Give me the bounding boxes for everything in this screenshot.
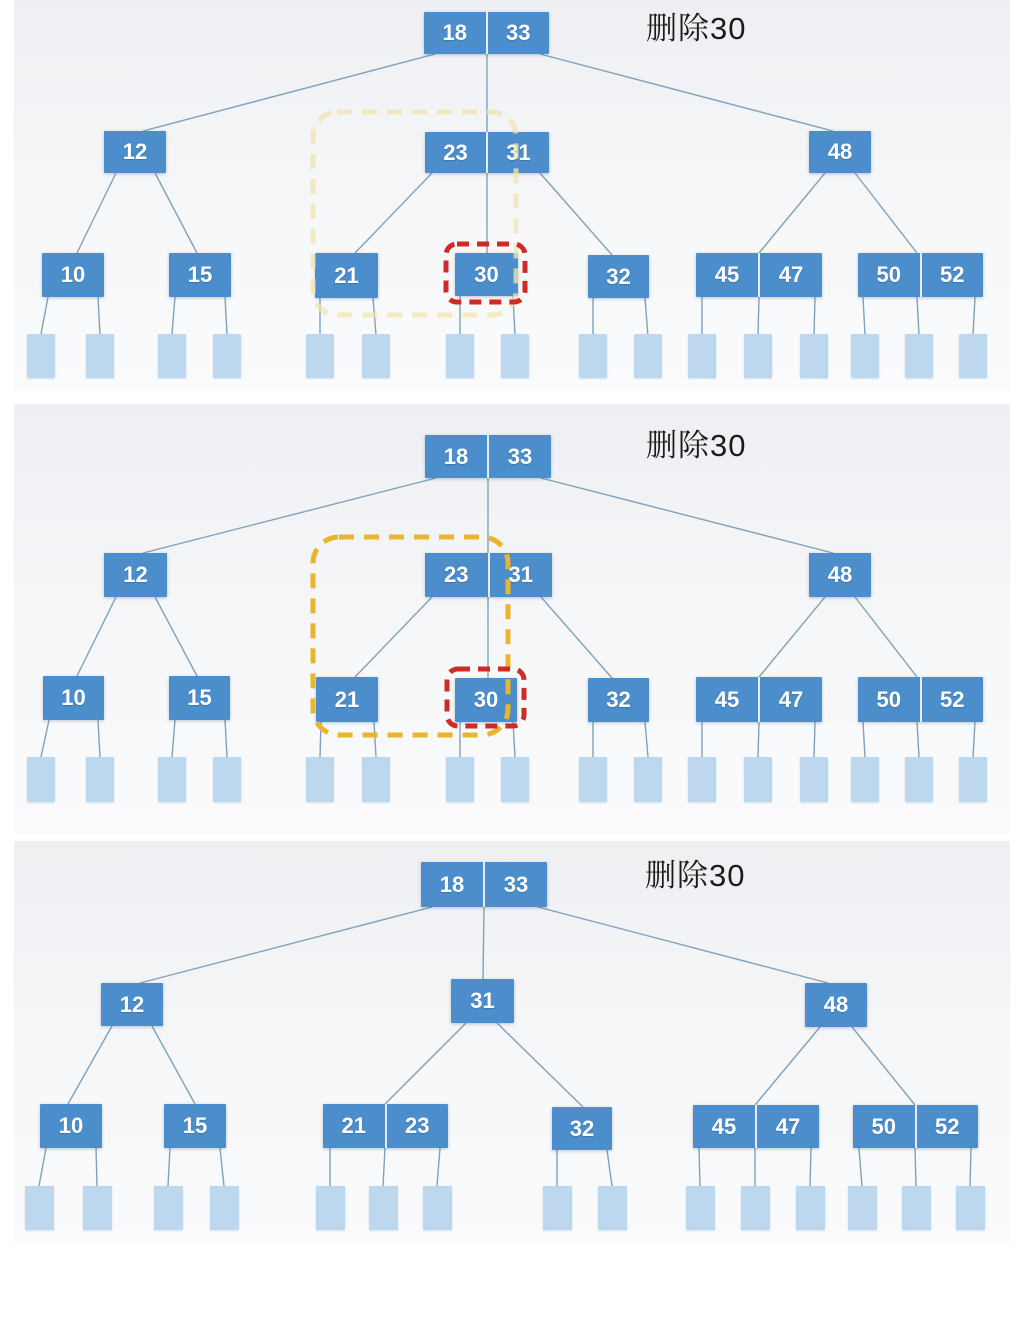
null-pointer-box xyxy=(446,334,474,378)
key-cell-23: 23 xyxy=(444,562,469,587)
key-cell-45: 45 xyxy=(714,262,740,287)
key-cell-31: 31 xyxy=(488,553,553,597)
node-50-52 xyxy=(858,677,983,722)
null-pointer-box xyxy=(369,1186,398,1230)
key-cell-30: 30 xyxy=(474,261,499,287)
null-pointer-box xyxy=(316,1186,345,1230)
key-cell-18: 18 xyxy=(439,871,465,897)
null-pointer-box xyxy=(86,334,114,378)
null-pointer-box xyxy=(86,757,114,802)
key-cell-21: 21 xyxy=(334,686,360,712)
null-pointer-box xyxy=(362,334,390,378)
node-50-52 xyxy=(858,253,983,297)
node-18-33 xyxy=(421,862,547,907)
node-12 xyxy=(104,553,167,597)
node-32 xyxy=(588,678,649,722)
null-pointer-box xyxy=(634,757,662,802)
key-cell-12: 12 xyxy=(119,991,145,1017)
node-10 xyxy=(40,1104,102,1148)
null-pointer-box xyxy=(598,1186,627,1230)
node-21 xyxy=(316,677,378,722)
null-pointer-box xyxy=(501,334,529,378)
key-cell-12: 12 xyxy=(123,562,148,587)
panel-background-step-1 xyxy=(14,0,1010,390)
node-32 xyxy=(588,255,649,298)
null-pointer-box xyxy=(25,1186,54,1230)
key-cell-21: 21 xyxy=(334,262,359,288)
null-pointer-box xyxy=(362,757,390,802)
key-cell-32: 32 xyxy=(606,263,631,289)
key-cell-47: 47 xyxy=(758,677,822,722)
key-cell-50: 50 xyxy=(871,1113,896,1139)
null-pointer-box xyxy=(210,1186,239,1230)
key-cell-23: 23 xyxy=(443,139,468,165)
key-cell-12: 12 xyxy=(122,139,148,164)
key-cell-50: 50 xyxy=(876,262,901,287)
node-23-31 xyxy=(425,553,552,597)
null-pointer-box xyxy=(501,757,529,802)
null-pointer-box xyxy=(800,334,828,378)
key-cell-21: 21 xyxy=(341,1113,366,1138)
node-45-47 xyxy=(696,253,822,297)
null-pointer-box xyxy=(851,757,879,802)
key-cell-45: 45 xyxy=(714,686,740,712)
node-31 xyxy=(451,979,514,1023)
node-18-33 xyxy=(424,12,549,54)
null-pointer-box xyxy=(83,1186,112,1230)
key-cell-10: 10 xyxy=(61,685,86,710)
key-cell-18: 18 xyxy=(443,443,469,469)
null-pointer-box xyxy=(686,1186,715,1230)
node-32 xyxy=(552,1107,612,1150)
key-cell-31: 31 xyxy=(470,988,495,1013)
node-10 xyxy=(42,253,104,297)
null-pointer-box xyxy=(27,757,55,802)
node-15 xyxy=(164,1104,226,1148)
key-cell-52: 52 xyxy=(920,253,984,297)
key-cell-47: 47 xyxy=(758,253,822,297)
node-21 xyxy=(315,253,378,298)
node-30 xyxy=(455,253,518,296)
panel-title-step-3: 删除30 xyxy=(645,858,746,893)
key-cell-48: 48 xyxy=(827,562,853,587)
null-pointer-box xyxy=(158,757,186,802)
key-cell-48: 48 xyxy=(823,992,849,1017)
key-cell-48: 48 xyxy=(827,139,853,164)
null-pointer-box xyxy=(154,1186,183,1230)
null-pointer-box xyxy=(744,334,772,378)
key-cell-52: 52 xyxy=(920,677,984,722)
key-cell-15: 15 xyxy=(187,262,213,287)
key-cell-33: 33 xyxy=(483,862,547,907)
key-cell-50: 50 xyxy=(876,686,901,712)
key-cell-10: 10 xyxy=(58,1113,84,1138)
key-cell-15: 15 xyxy=(182,1113,208,1138)
null-pointer-box xyxy=(905,334,933,378)
node-12 xyxy=(101,983,163,1026)
null-pointer-box xyxy=(744,757,772,802)
node-45-47 xyxy=(696,677,822,722)
null-pointer-box xyxy=(800,757,828,802)
null-pointer-box xyxy=(213,757,241,802)
key-cell-32: 32 xyxy=(569,1115,595,1141)
null-pointer-box xyxy=(902,1186,931,1230)
null-pointer-box xyxy=(306,757,334,802)
key-cell-45: 45 xyxy=(711,1113,737,1139)
key-cell-47: 47 xyxy=(755,1105,819,1148)
node-15 xyxy=(169,676,230,720)
key-cell-10: 10 xyxy=(60,262,86,287)
key-cell-18: 18 xyxy=(442,20,467,45)
null-pointer-box xyxy=(741,1186,770,1230)
null-pointer-box xyxy=(956,1186,985,1230)
key-cell-30: 30 xyxy=(473,687,499,712)
null-pointer-box xyxy=(579,757,607,802)
null-pointer-box xyxy=(796,1186,825,1230)
key-cell-33: 33 xyxy=(487,435,551,478)
null-pointer-box xyxy=(306,334,334,378)
node-45-47 xyxy=(693,1105,819,1148)
null-pointer-box xyxy=(213,334,241,378)
node-50-52 xyxy=(853,1105,978,1148)
key-cell-52: 52 xyxy=(915,1105,979,1148)
null-pointer-box xyxy=(634,334,662,378)
node-18-33 xyxy=(425,435,551,478)
panel-title-step-2: 删除30 xyxy=(646,428,747,463)
null-pointer-box xyxy=(959,757,987,802)
null-pointer-box xyxy=(688,334,716,378)
node-48 xyxy=(809,131,871,173)
null-pointer-box xyxy=(423,1186,452,1230)
node-12 xyxy=(104,131,166,173)
key-cell-15: 15 xyxy=(187,685,212,710)
null-pointer-box xyxy=(848,1186,877,1230)
null-pointer-box xyxy=(905,757,933,802)
key-cell-33: 33 xyxy=(486,12,550,54)
panel-title-step-1: 删除30 xyxy=(646,11,747,46)
null-pointer-box xyxy=(688,757,716,802)
null-pointer-box xyxy=(851,334,879,378)
node-48 xyxy=(805,983,867,1027)
node-15 xyxy=(169,253,231,297)
null-pointer-box xyxy=(543,1186,572,1230)
null-pointer-box xyxy=(158,334,186,378)
key-cell-32: 32 xyxy=(606,687,631,712)
null-pointer-box xyxy=(959,334,987,378)
null-pointer-box xyxy=(579,334,607,378)
key-cell-31: 31 xyxy=(486,132,549,173)
node-21-23 xyxy=(323,1104,448,1148)
null-pointer-box xyxy=(27,334,55,378)
null-pointer-box xyxy=(446,757,474,802)
key-cell-23: 23 xyxy=(385,1104,449,1148)
node-10 xyxy=(43,676,104,720)
node-48 xyxy=(809,553,871,597)
node-30 xyxy=(455,678,517,722)
node-23-31 xyxy=(425,132,549,173)
